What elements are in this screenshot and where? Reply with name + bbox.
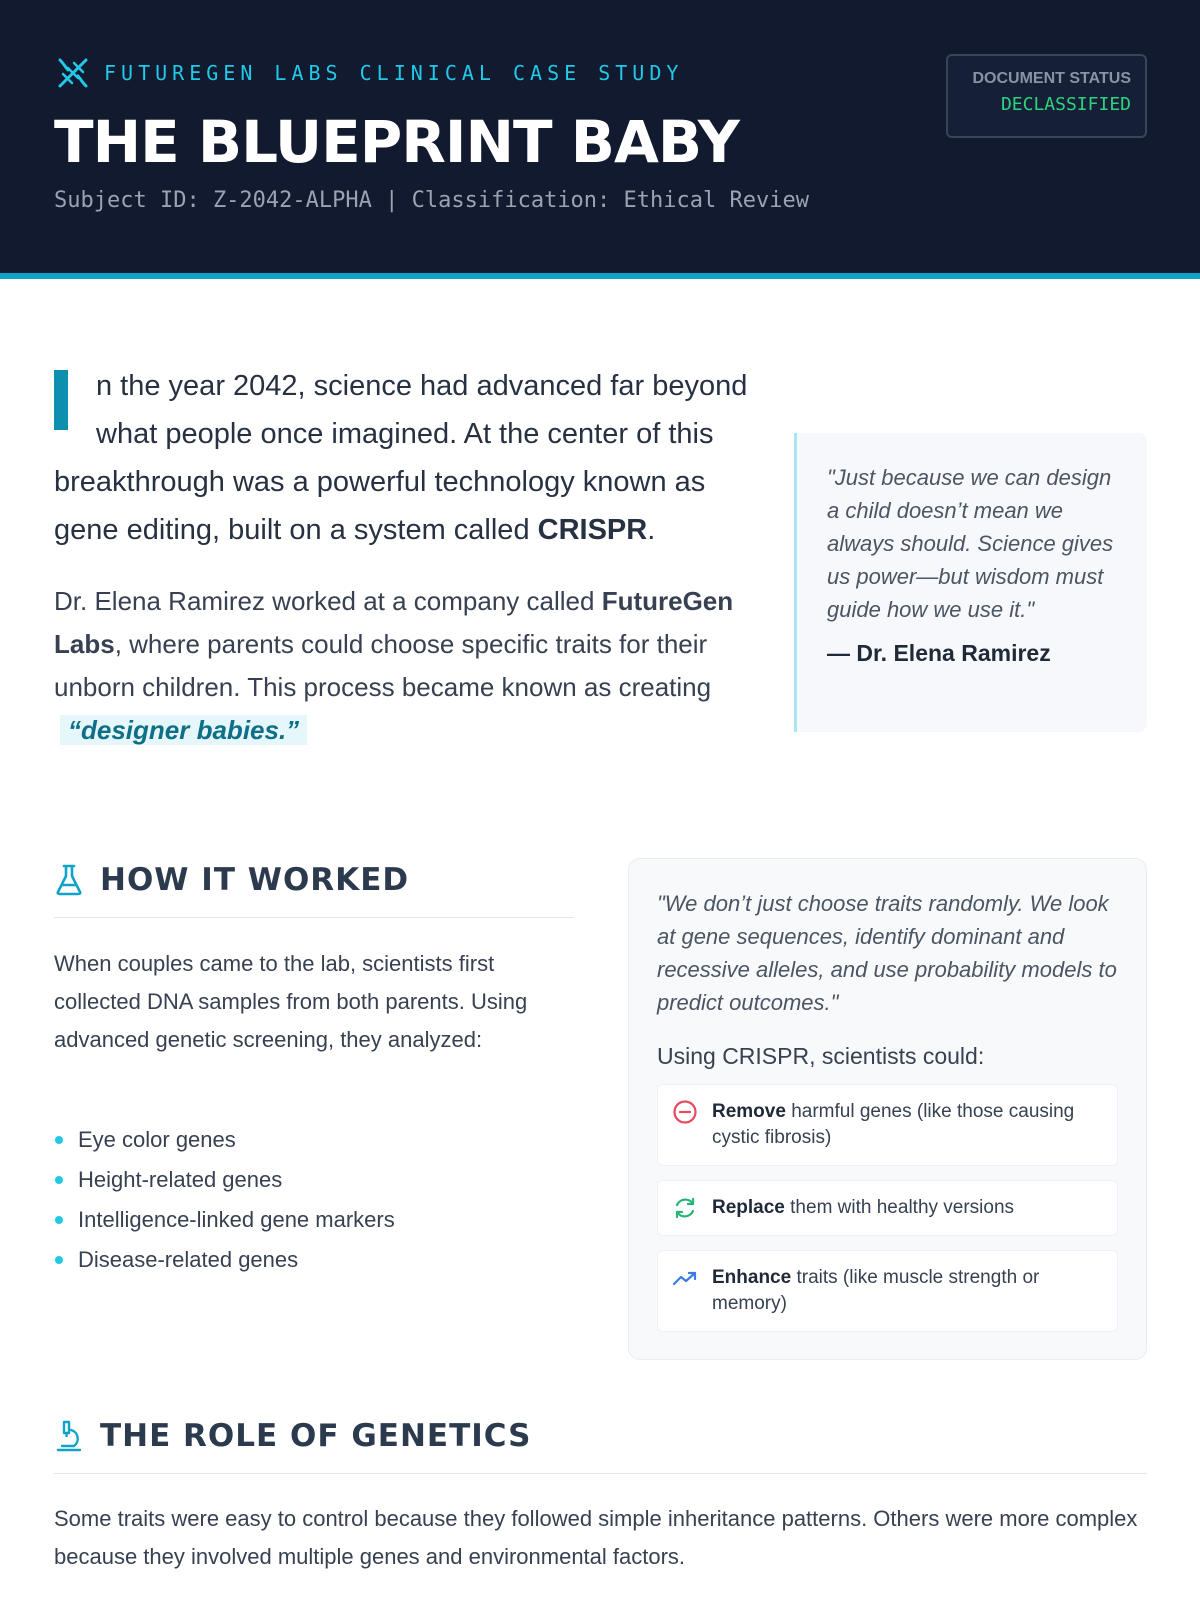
- step-detail: traits (like muscle strength or memory): [712, 1267, 1040, 1314]
- list-item: Intelligence-linked gene markers: [54, 1200, 395, 1240]
- page-title: THE BLUEPRINT BABY: [54, 108, 739, 176]
- step-detail: them with healthy versions: [784, 1197, 1015, 1218]
- microscope-icon: [54, 1419, 84, 1453]
- crispr-term: CRISPR: [537, 514, 648, 546]
- p2-text-b: , where parents could choose specific traits for their unborn children. This process became known as creating: [54, 629, 712, 702]
- section-divider: [54, 1473, 1147, 1474]
- section-heading-how-it-worked: [54, 862, 409, 898]
- intro-paragraph-2: [54, 580, 754, 752]
- step-text: [712, 1099, 1103, 1151]
- status-badge: [946, 54, 1147, 138]
- step-verb: Replace: [712, 1197, 785, 1218]
- company-name: FutureGen Labs: [54, 586, 734, 659]
- list-item: Disease-related genes: [54, 1240, 395, 1280]
- section-heading-role-of-genetics: [54, 1418, 531, 1454]
- lead-text: n the year 2042, science had advanced far beyond what people once imagined. At the center of this breakthrough was a powerful technology known as gene editing, built on a system called: [54, 370, 748, 546]
- card-quote: "We don’t just choose traits randomly. We look at gene sequences, identify dominant and recessive alleles, and use probability models to predict outcomes.": [657, 891, 1117, 1015]
- refresh-icon: [672, 1195, 698, 1221]
- minus-circle-icon: [672, 1099, 698, 1125]
- gene-list: [54, 1120, 395, 1280]
- section2-paragraph: Some traits were easy to control because they followed simple inheritance patterns. Others were more complex because they involved multiple genes and environmental factors.: [54, 1506, 1138, 1569]
- pull-quote-text: "Just because we can design a child doesn’t mean we always should. Science gives us power—but wisdom must guide how we use it.": [827, 465, 1114, 622]
- step-text: [712, 1265, 1103, 1317]
- pull-quote-author: — Dr. Elena Ramirez: [827, 640, 1051, 666]
- section-title: HOW IT WORKED: [100, 862, 410, 898]
- document-header: [0, 0, 1200, 279]
- list-item: Eye color genes: [54, 1120, 395, 1160]
- drop-cap: [54, 370, 96, 432]
- eyebrow: [54, 54, 683, 92]
- status-label: DOCUMENT STATUS: [972, 70, 1131, 87]
- crispr-card: [628, 858, 1147, 1360]
- section-title: THE ROLE OF GENETICS: [100, 1418, 532, 1454]
- subject-line: Subject ID: Z-2042-ALPHA | Classification: Ethical Review: [54, 188, 809, 213]
- flask-icon: [54, 863, 84, 897]
- drop-cap-bar: [54, 370, 68, 430]
- dna-icon: [54, 54, 92, 92]
- step-replace: [657, 1180, 1118, 1236]
- step-enhance: [657, 1250, 1118, 1332]
- status-value: DECLASSIFIED: [1000, 94, 1131, 115]
- step-detail: harmful genes (like those causing cystic fibrosis): [712, 1101, 1075, 1148]
- section-divider: [54, 917, 574, 918]
- list-item: Height-related genes: [54, 1160, 395, 1200]
- p2-text-a: Dr. Elena Ramirez worked at a company called: [54, 586, 602, 616]
- step-verb: Enhance: [712, 1267, 792, 1288]
- step-text: [712, 1195, 1014, 1221]
- designer-babies-highlight: “designer babies.”: [60, 715, 307, 745]
- card-lead: Using CRISPR, scientists could:: [657, 1043, 985, 1069]
- trend-up-icon: [672, 1265, 698, 1291]
- step-verb: Remove: [712, 1101, 786, 1122]
- intro-section: [54, 362, 754, 752]
- lead-end: .: [647, 514, 656, 546]
- eyebrow-text: FUTUREGEN LABS CLINICAL CASE STUDY: [104, 61, 684, 85]
- lead-paragraph: [54, 362, 754, 554]
- section1-paragraph: When couples came to the lab, scientists first collected DNA samples from both parents. Using advanced genetic screening, they analyzed:: [54, 951, 528, 1052]
- step-remove: [657, 1084, 1118, 1166]
- pull-quote: [794, 433, 1147, 732]
